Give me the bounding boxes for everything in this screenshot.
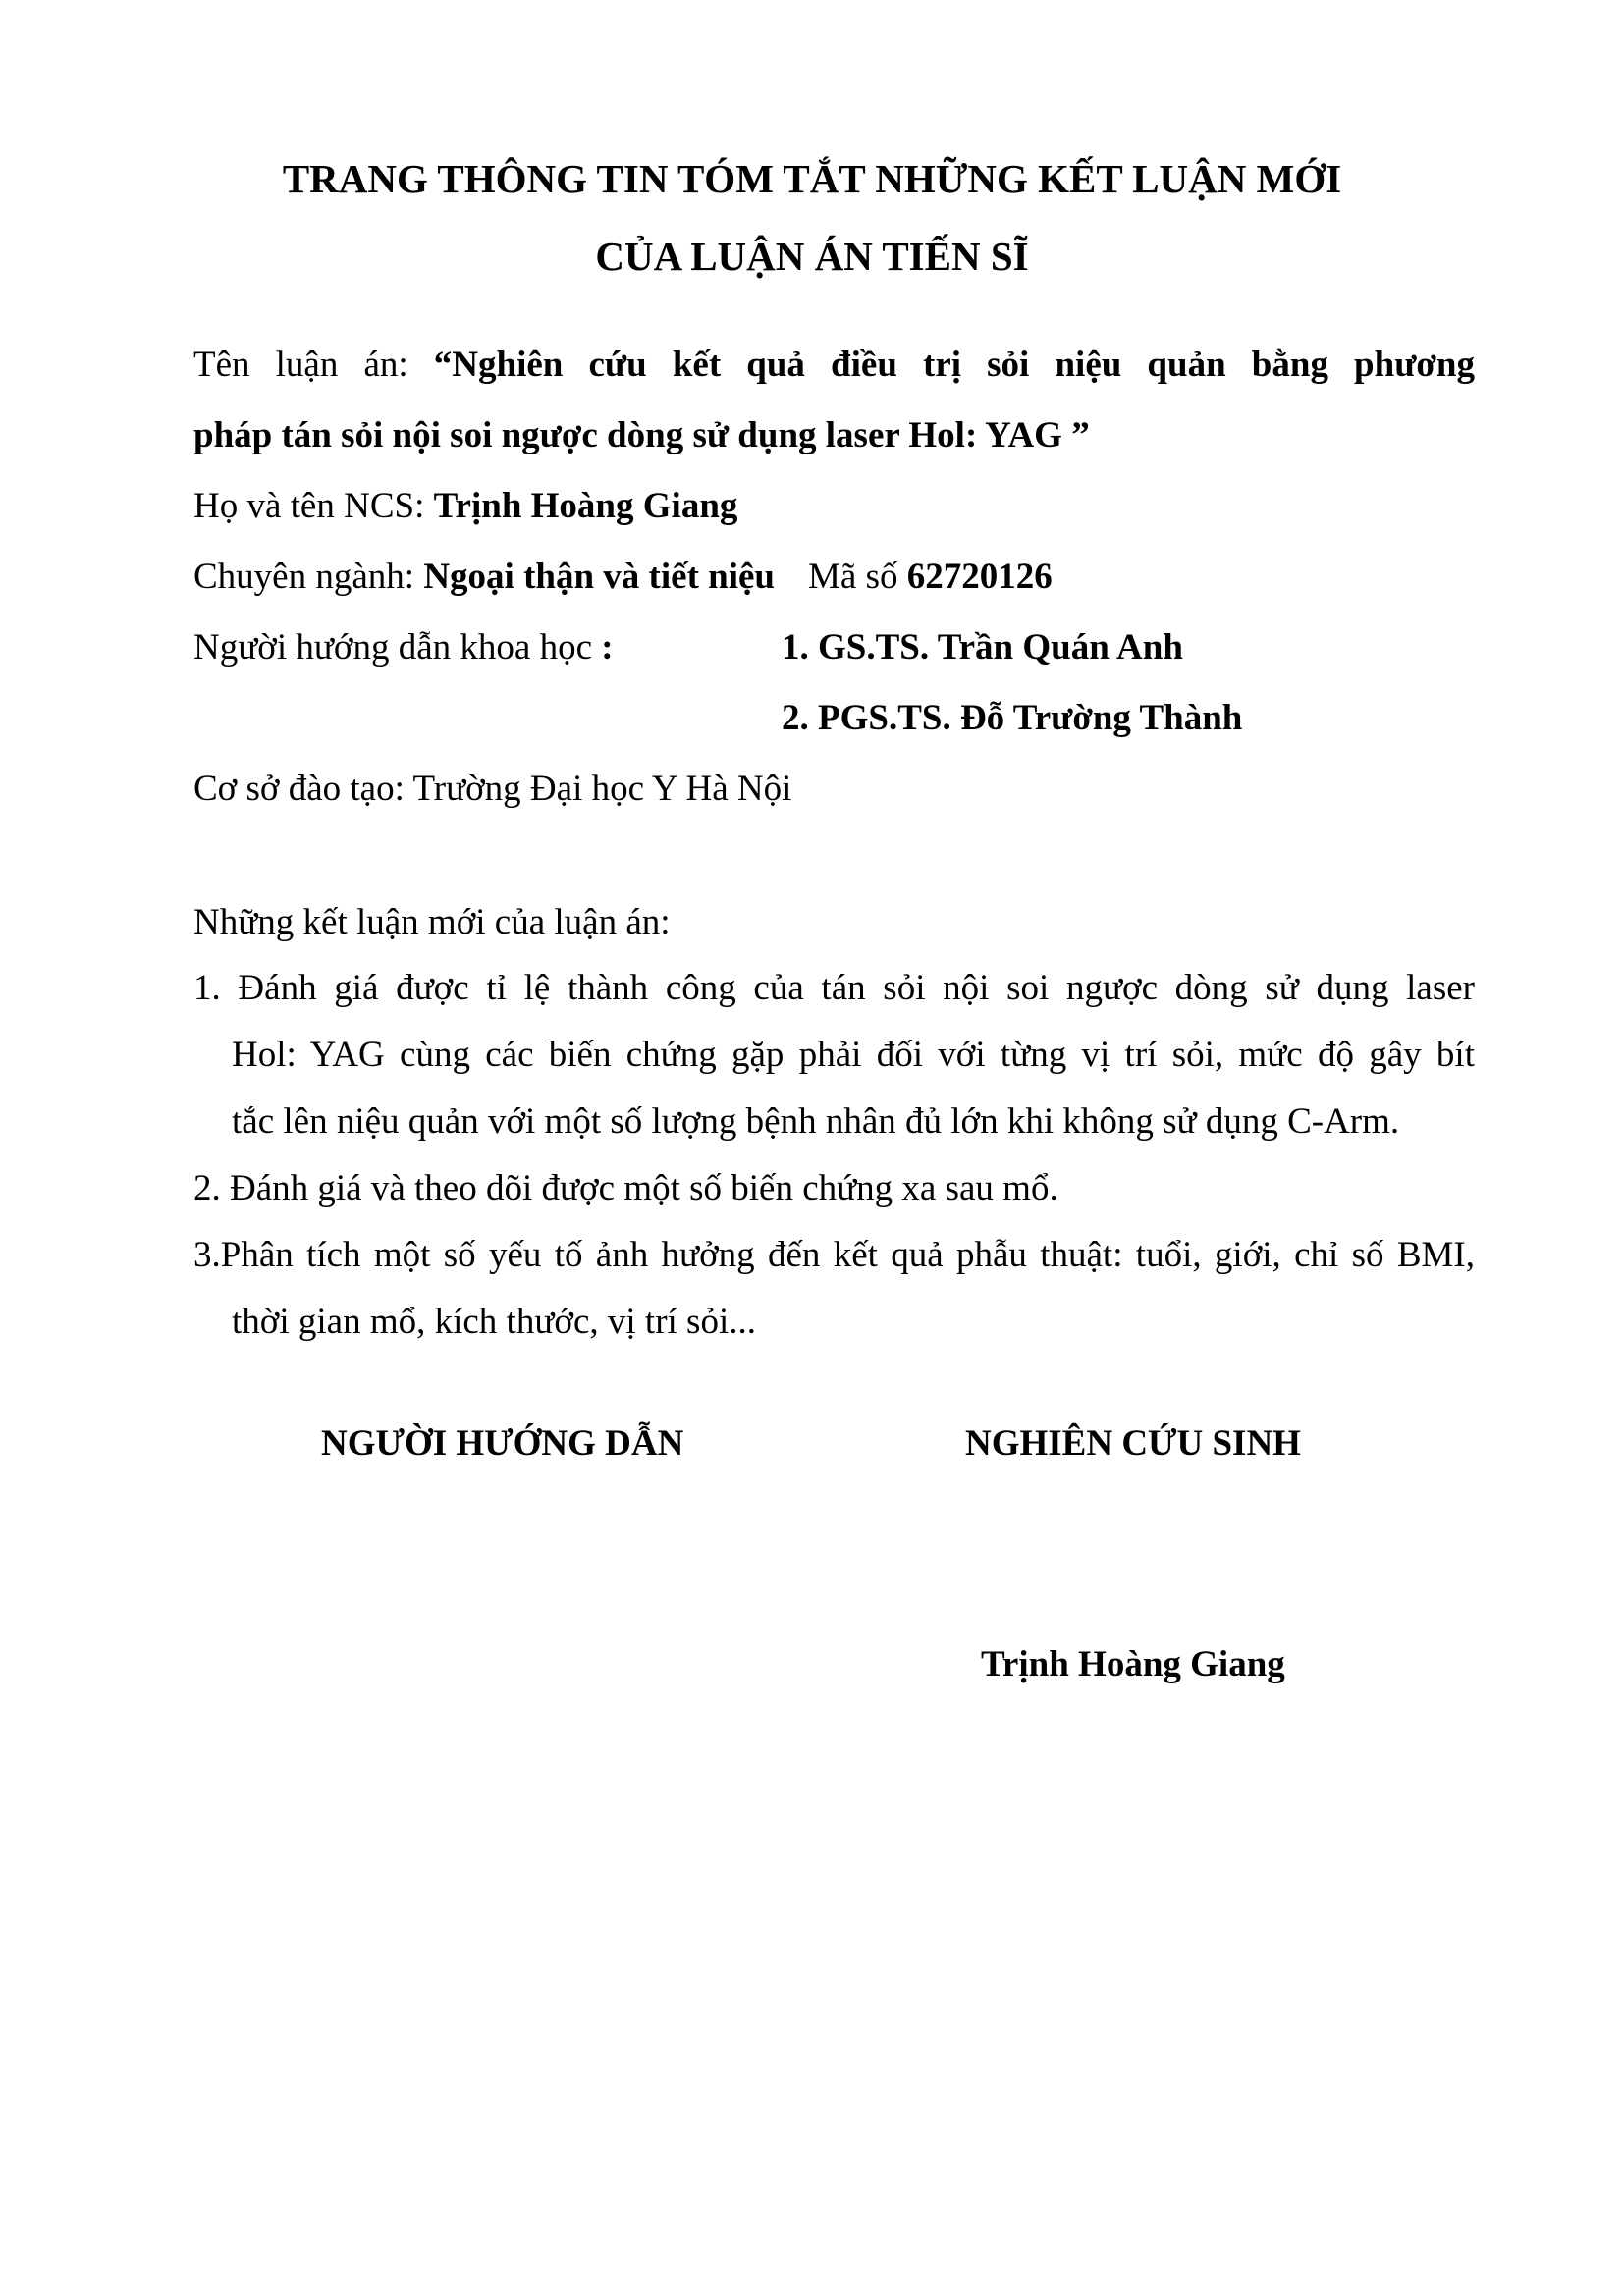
- major-line: [193, 556, 1053, 598]
- thesis-title-line-1: [193, 344, 1475, 386]
- conclusion-3-line-1: 3.Phân tích một số yếu tố ảnh hưởng đến kết quả phẫu thuật: tuổi, giới, chỉ số BMI,: [193, 1235, 1475, 1275]
- advisor-signature-heading: NGƯỜI HƯỚNG DẪN: [321, 1423, 684, 1464]
- conclusions-heading: Những kết luận mới của luận án:: [193, 902, 671, 942]
- candidate-name: Trịnh Hoàng Giang: [433, 486, 738, 526]
- conclusion-1-line-3: tắc lên niệu quản với một số lượng bệnh nhân đủ lớn khi không sử dụng C-Arm.: [232, 1101, 1400, 1142]
- title-line-1: TRANG THÔNG TIN TÓM TẮT NHỮNG KẾT LUẬN MỚI: [282, 156, 1342, 201]
- conclusion-2-line-1: 2. Đánh giá và theo dõi được một số biến chứng xa sau mổ.: [193, 1168, 1058, 1208]
- candidate-signature-name: Trịnh Hoàng Giang: [981, 1644, 1285, 1684]
- major-label: Chuyên ngành:: [193, 557, 424, 597]
- thesis-label: Tên luận án:: [193, 345, 434, 385]
- candidate-label: Họ và tên NCS:: [193, 486, 434, 526]
- advisors-label: Người hướng dẫn khoa học: [193, 627, 602, 667]
- thesis-name-part-2: pháp tán sỏi nội soi ngược dòng sử dụng laser Hol: YAG ”: [193, 415, 1090, 455]
- advisor-1: 1. GS.TS. Trần Quán Anh: [782, 627, 1183, 667]
- candidate-signature-heading: NGHIÊN CỨU SINH: [965, 1423, 1301, 1464]
- candidate-line: [193, 485, 737, 527]
- major-code: 62720126: [906, 557, 1053, 597]
- advisors-colon: :: [601, 627, 614, 667]
- advisors-label-line: [193, 626, 614, 668]
- conclusion-1-line-1: 1. Đánh giá được tỉ lệ thành công của tán sỏi nội soi ngược dòng sử dụng laser: [193, 968, 1475, 1008]
- conclusion-3-line-2: thời gian mổ, kích thước, vị trí sỏi...: [232, 1302, 756, 1342]
- advisor-2: 2. PGS.TS. Đỗ Trường Thành: [782, 698, 1243, 738]
- conclusion-1-line-2: Hol: YAG cùng các biến chứng gặp phải đối với từng vị trí sỏi, mức độ gây bít: [232, 1035, 1475, 1075]
- title-line-2: CỦA LUẬN ÁN TIẾN SĨ: [595, 234, 1029, 279]
- major-code-label: Mã số: [808, 557, 907, 597]
- institution-line: Cơ sở đào tạo: Trường Đại học Y Hà Nội: [193, 769, 792, 809]
- thesis-title-line-2: [193, 414, 1090, 456]
- thesis-name-part-1: “Nghiên cứu kết quả điều trị sỏi niệu quản bằng phương: [433, 345, 1475, 385]
- major-name: Ngoại thận và tiết niệu: [423, 557, 775, 597]
